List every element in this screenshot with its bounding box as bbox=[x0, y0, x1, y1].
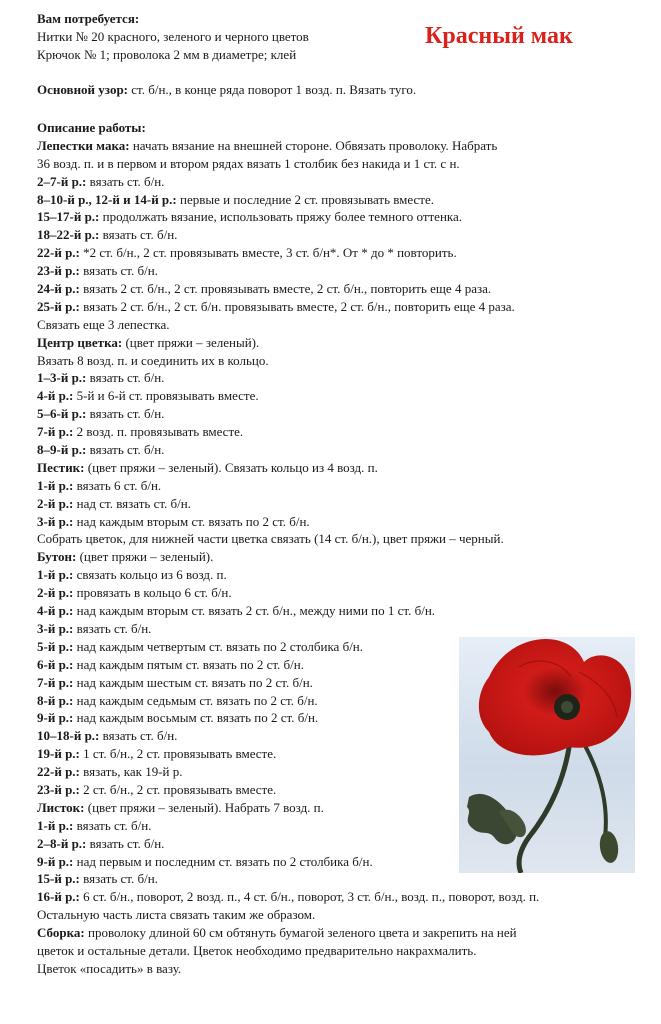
instruction-label: 1-й р.: bbox=[37, 477, 74, 493]
instruction-line bbox=[37, 191, 539, 209]
instruction-label: 1-й р.: bbox=[37, 567, 74, 583]
instruction-text: 1 ст. б/н., 2 ст. провязывать вместе. bbox=[79, 746, 277, 762]
instruction-line bbox=[37, 280, 539, 298]
page-title: Красный мак bbox=[425, 23, 573, 49]
instruction-text: над каждым вторым ст. вязать 2 ст. б/н., между ними по 1 ст. б/н. bbox=[73, 603, 436, 619]
instruction-line bbox=[37, 584, 539, 602]
instruction-line bbox=[37, 155, 539, 173]
instruction-text: вязать ст. б/н. bbox=[99, 728, 178, 744]
instruction-text: Вязать 8 возд. п. и соединить их в кольцо. bbox=[37, 352, 269, 368]
instruction-line bbox=[37, 870, 539, 888]
instruction-text: над каждым седьмым ст. вязать по 2 ст. б/н. bbox=[73, 692, 318, 708]
instruction-label: 2-й р.: bbox=[37, 495, 74, 511]
instruction-text: 2 ст. б/н., 2 ст. провязывать вместе. bbox=[79, 781, 277, 797]
instruction-text: вязать ст. б/н. bbox=[86, 835, 165, 851]
instruction-label: 22-й р.: bbox=[37, 245, 80, 261]
instruction-line bbox=[37, 530, 539, 548]
instruction-text: (цвет пряжи – зеленый). Связать кольцо из 4 возд. п. bbox=[84, 459, 378, 475]
instruction-label: 2-й р.: bbox=[37, 585, 74, 601]
instruction-text: Остальную часть листа связать таким же образом. bbox=[37, 907, 316, 923]
instruction-text: вязать ст. б/н. bbox=[86, 173, 165, 189]
instruction-text: вязать ст. б/н. bbox=[79, 263, 158, 279]
instruction-line bbox=[37, 495, 539, 513]
instruction-label: 4-й р.: bbox=[37, 388, 74, 404]
instruction-text: 6 ст. б/н., поворот, 2 возд. п., 4 ст. б/н., поворот, 3 ст. б/н., возд. п., поворот, возд. п. bbox=[79, 889, 540, 905]
poppy-flower-icon bbox=[459, 637, 635, 873]
instruction-line bbox=[37, 906, 539, 924]
instruction-line bbox=[37, 316, 539, 334]
instruction-text: проволоку длиной 60 см обтянуть бумагой зеленого цвета и закрепить на ней bbox=[84, 925, 517, 941]
instruction-line bbox=[37, 888, 539, 906]
instruction-line bbox=[37, 602, 539, 620]
instruction-text: над каждым вторым ст. вязать по 2 ст. б/н. bbox=[73, 513, 310, 529]
instruction-text: Собрать цветок, для нижней части цветка связать (14 ст. б/н.), цвет пряжи – черный. bbox=[37, 531, 504, 547]
instruction-text: вязать, как 19-й р. bbox=[79, 764, 183, 780]
instruction-line bbox=[37, 423, 539, 441]
instruction-text: над ст. вязать ст. б/н. bbox=[73, 495, 191, 511]
instruction-line bbox=[37, 924, 539, 942]
instruction-label: 8–10-й р., 12-й и 14-й р.: bbox=[37, 191, 177, 207]
instruction-text: вязать 2 ст. б/н., 2 ст. провязывать вместе, 2 ст. б/н., повторить еще 4 раза. bbox=[79, 281, 492, 297]
pattern-block bbox=[37, 81, 416, 99]
instruction-label: 5–6-й р.: bbox=[37, 406, 87, 422]
instruction-text: вязать 2 ст. б/н., 2 ст. б/н. провязывать вместе, 2 ст. б/н., повторить еще 4 раза. bbox=[79, 298, 515, 314]
instruction-text: над каждым шестым ст. вязать по 2 ст. б/н. bbox=[73, 674, 313, 690]
instruction-line bbox=[37, 441, 539, 459]
instruction-text: вязать ст. б/н. bbox=[79, 871, 158, 887]
instruction-line bbox=[37, 459, 539, 477]
instruction-text: вязать ст. б/н. bbox=[99, 227, 178, 243]
instruction-line bbox=[37, 566, 539, 584]
instruction-line bbox=[37, 137, 539, 155]
instruction-label: 2–7-й р.: bbox=[37, 173, 87, 189]
instruction-label: 7-й р.: bbox=[37, 424, 74, 440]
instruction-text: (цвет пряжи – зеленый). Набрать 7 возд. п. bbox=[84, 799, 324, 815]
instruction-text: первые и последние 2 ст. провязывать вместе. bbox=[176, 191, 434, 207]
instruction-text: провязать в кольцо 6 ст. б/н. bbox=[73, 585, 232, 601]
instruction-line bbox=[37, 960, 539, 978]
materials-line-2: Крючок № 1; проволока 2 мм в диаметре; клей bbox=[37, 46, 297, 62]
instruction-text: над каждым восьмым ст. вязать по 2 ст. б/н. bbox=[73, 710, 319, 726]
instruction-text: над каждым пятым ст. вязать по 2 ст. б/н. bbox=[73, 656, 304, 672]
instruction-line bbox=[37, 262, 539, 280]
instruction-text: продолжать вязание, использовать пряжу более темного оттенка. bbox=[99, 209, 463, 225]
pattern-label: Основной узор: bbox=[37, 82, 129, 97]
instruction-label: 9-й р.: bbox=[37, 710, 74, 726]
instruction-line bbox=[37, 352, 539, 370]
instruction-line bbox=[37, 173, 539, 191]
instruction-label: 8–9-й р.: bbox=[37, 442, 87, 458]
instruction-text: вязать ст. б/н. bbox=[86, 370, 165, 386]
instruction-label: Лепестки мака: bbox=[37, 137, 130, 153]
instruction-text: *2 ст. б/н., 2 ст. провязывать вместе, 3 ст. б/н*. От * до * повторить. bbox=[79, 245, 457, 261]
instruction-label: 2–8-й р.: bbox=[37, 835, 87, 851]
instruction-text: над каждым четвертым ст. вязать по 2 столбика б/н. bbox=[73, 638, 364, 654]
pattern-text: ст. б/н., в конце ряда поворот 1 возд. п. Вязать туго. bbox=[128, 82, 417, 97]
instruction-text: вязать ст. б/н. bbox=[86, 406, 165, 422]
instruction-label: 1-й р.: bbox=[37, 817, 74, 833]
instruction-label: 16-й р.: bbox=[37, 889, 80, 905]
materials-block bbox=[37, 10, 309, 64]
instruction-label: 10–18-й р.: bbox=[37, 728, 100, 744]
instruction-label: Центр цветка: bbox=[37, 334, 123, 350]
instruction-line bbox=[37, 548, 539, 566]
instruction-text: цветок и остальные детали. Цветок необходимо предварительно накрахмалить. bbox=[37, 942, 477, 958]
instruction-text: вязать ст. б/н. bbox=[86, 442, 165, 458]
instruction-label: 8-й р.: bbox=[37, 692, 74, 708]
instruction-line bbox=[37, 387, 539, 405]
instruction-line bbox=[37, 369, 539, 387]
instruction-label: Бутон: bbox=[37, 549, 77, 565]
instruction-label: Листок: bbox=[37, 799, 85, 815]
instruction-label: 1–3-й р.: bbox=[37, 370, 87, 386]
instruction-label: 15–17-й р.: bbox=[37, 209, 100, 225]
instruction-text: Связать еще 3 лепестка. bbox=[37, 316, 170, 332]
instruction-label: 23-й р.: bbox=[37, 781, 80, 797]
instruction-text: Цветок «посадить» в вазу. bbox=[37, 960, 182, 976]
instruction-label: 5-й р.: bbox=[37, 638, 74, 654]
instruction-label: 22-й р.: bbox=[37, 764, 80, 780]
instruction-label: 6-й р.: bbox=[37, 656, 74, 672]
instruction-label: 18–22-й р.: bbox=[37, 227, 100, 243]
instruction-text: вязать ст. б/н. bbox=[73, 620, 152, 636]
instruction-text: над первым и последним ст. вязать по 2 столбика б/н. bbox=[73, 853, 373, 869]
instruction-line bbox=[37, 226, 539, 244]
instruction-text: вязать 6 ст. б/н. bbox=[73, 477, 162, 493]
instruction-line bbox=[37, 298, 539, 316]
instruction-line bbox=[37, 513, 539, 531]
instruction-label: 4-й р.: bbox=[37, 603, 74, 619]
instruction-label: 7-й р.: bbox=[37, 674, 74, 690]
instruction-text: связать кольцо из 6 возд. п. bbox=[73, 567, 227, 583]
instruction-label: 15-й р.: bbox=[37, 871, 80, 887]
instruction-label: Сборка: bbox=[37, 925, 85, 941]
instruction-text: начать вязание на внешней стороне. Обвязать проволоку. Набрать bbox=[129, 137, 498, 153]
instruction-label: 3-й р.: bbox=[37, 620, 74, 636]
instruction-label: 3-й р.: bbox=[37, 513, 74, 529]
instruction-line bbox=[37, 620, 539, 638]
instruction-text: вязать ст. б/н. bbox=[73, 817, 152, 833]
instruction-text: 36 возд. п. и в первом и втором рядах вязать 1 столбик без накида и 1 ст. с н. bbox=[37, 155, 460, 171]
instruction-line bbox=[37, 334, 539, 352]
instruction-line bbox=[37, 477, 539, 495]
poppy-photo bbox=[459, 637, 635, 873]
instruction-text: (цвет пряжи – зеленый). bbox=[122, 334, 260, 350]
instruction-text: 2 возд. п. провязывать вместе. bbox=[73, 424, 244, 440]
instruction-label: 9-й р.: bbox=[37, 853, 74, 869]
materials-heading: Вам потребуется: bbox=[37, 11, 140, 26]
instruction-label: 23-й р.: bbox=[37, 263, 80, 279]
instruction-label: 19-й р.: bbox=[37, 746, 80, 762]
instruction-label: Пестик: bbox=[37, 459, 85, 475]
instruction-label: 25-й р.: bbox=[37, 298, 80, 314]
instruction-line bbox=[37, 244, 539, 262]
description-heading: Описание работы: bbox=[37, 120, 146, 135]
instruction-label: 24-й р.: bbox=[37, 281, 80, 297]
instruction-line bbox=[37, 942, 539, 960]
instruction-line bbox=[37, 405, 539, 423]
instruction-text: 5-й и 6-й ст. провязывать вместе. bbox=[73, 388, 259, 404]
instruction-text: (цвет пряжи – зеленый). bbox=[76, 549, 214, 565]
materials-line-1: Нитки № 20 красного, зеленого и черного цветов bbox=[37, 28, 309, 44]
instruction-line bbox=[37, 208, 539, 226]
